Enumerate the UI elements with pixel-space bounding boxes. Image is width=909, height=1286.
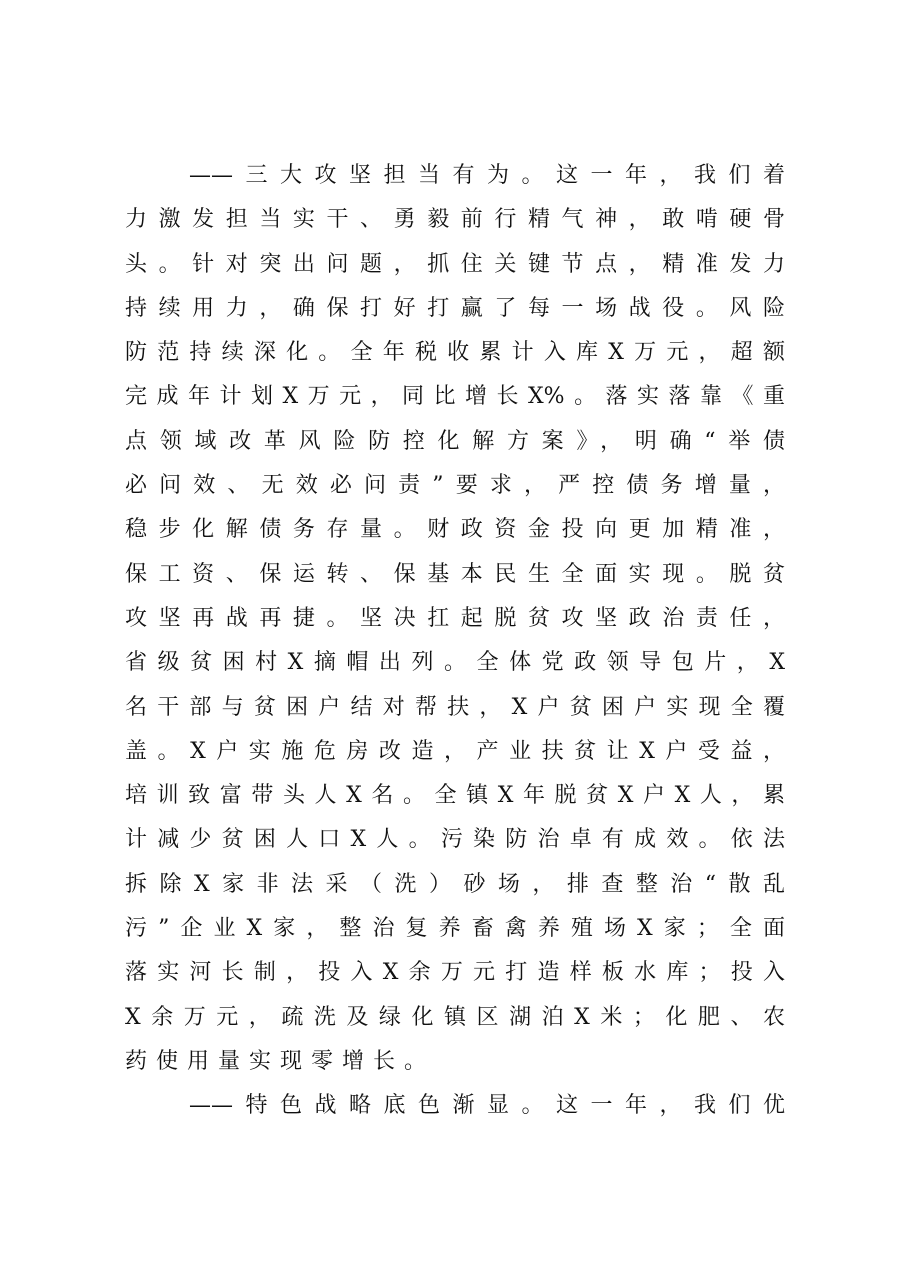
paragraph-line-20: X余万元，疏洗及绿化镇区湖泊X米；化肥、农: [125, 1004, 785, 1030]
paragraph-line-13: 名干部与贫困户结对帮扶，X户贫困户实现全覆: [125, 694, 785, 720]
paragraph-line-5: 防范持续深化。全年税收累计入库X万元，超额: [125, 340, 785, 366]
paragraph-line-3: 头。针对突出问题，抓住关键节点，精准发力: [125, 251, 785, 277]
paragraph-line-19: 落实河长制，投入X余万元打造样板水库；投入: [125, 960, 785, 986]
paragraph-line-2: 力激发担当实干、勇毅前行精气神，敢啃硬骨: [125, 207, 785, 233]
paragraph-line-11: 攻坚再战再捷。坚决扛起脱贫攻坚政治责任，: [125, 605, 785, 631]
paragraph-line-21: 药使用量实现零增长。: [125, 1048, 436, 1074]
body-text: [125, 154, 785, 1129]
paragraph-line-8: 必问效、无效必问责”要求，严控债务增量，: [125, 473, 785, 499]
paragraph-line-9: 稳步化解债务存量。财政资金投向更加精准，: [125, 517, 785, 543]
paragraph-line-16: 计减少贫困人口X人。污染防治卓有成效。依法: [125, 827, 785, 853]
paragraph-line-18: 污”企业X家，整治复养畜禽养殖场X家；全面: [125, 916, 785, 942]
paragraph-line-1: ——三大攻坚担当有为。这一年，我们着: [189, 163, 785, 188]
paragraph-line-17: 拆除X家非法采（洗）砂场，排查整治“散乱: [125, 871, 785, 897]
paragraph-line-22: ——特色战略底色渐显。这一年，我们优: [189, 1093, 785, 1119]
paragraph-line-6: 完成年计划X万元，同比增长X%。落实落靠《重: [125, 384, 785, 410]
paragraph-line-10: 保工资、保运转、保基本民生全面实现。脱贫: [125, 561, 785, 587]
paragraph-line-4: 持续用力，确保打好打赢了每一场战役。风险: [125, 295, 785, 321]
paragraph-line-12: 省级贫困村X摘帽出列。全体党政领导包片，X: [125, 650, 785, 676]
paragraph-line-15: 培训致富带头人X名。全镇X年脱贫X户X人，累: [125, 783, 785, 809]
paragraph-line-7: 点领域改革风险防控化解方案》，明确“举债: [125, 428, 785, 454]
paragraph-line-14: 盖。X户实施危房改造，产业扶贫让X户受益，: [125, 738, 785, 764]
